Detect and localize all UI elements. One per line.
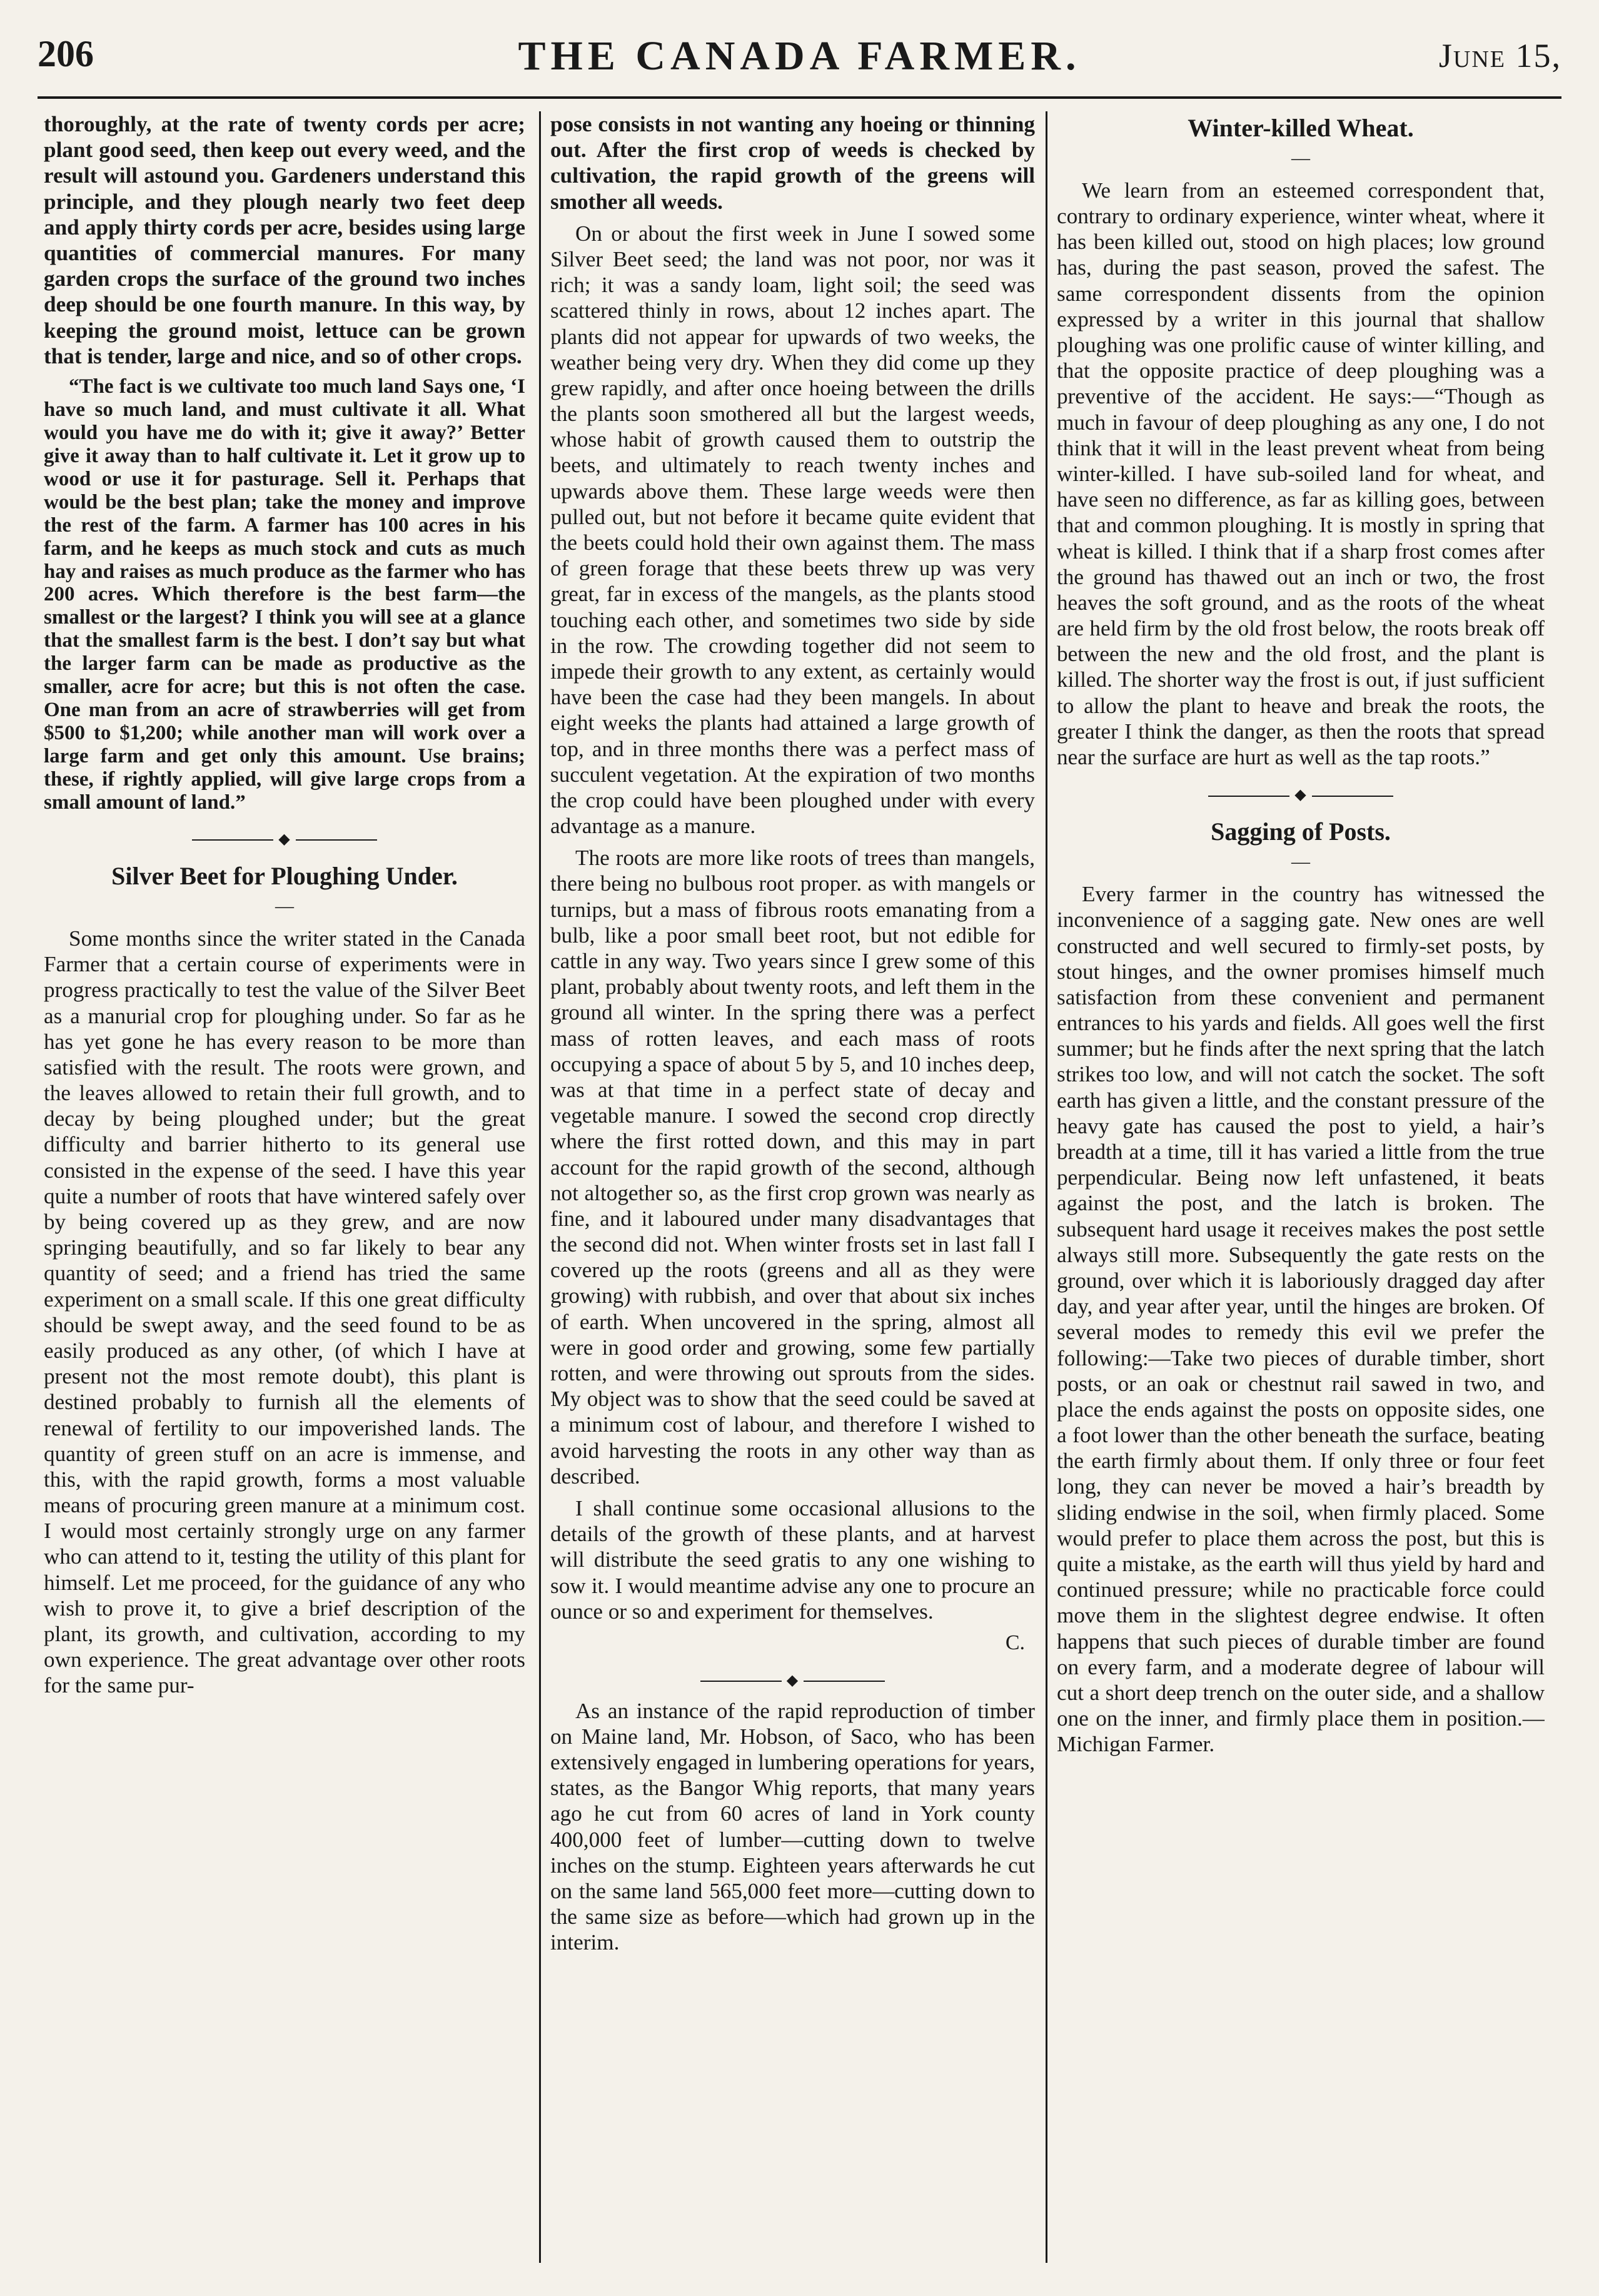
section-separator: ◆ bbox=[1057, 786, 1545, 804]
article-paragraph: I shall continue some occasional allusions to the details of the growth of these plants, and at harvest will distribute the seed gratis to any one wishing to sow it. I would meantime advise any one to procure an ounce or so and experiment for themselves. bbox=[550, 1495, 1035, 1624]
column-divider bbox=[539, 111, 541, 2263]
heading-dash: — bbox=[275, 895, 294, 916]
article-paragraph: The roots are more like roots of trees than mangels, there being no bulbous root proper. as with mangels or turnips, but a mass of fibrous roots emanating from a bulb, like a poor small beet root, but not edible for cattle in any way. Two years since I grew some of this plant, probably about twenty roots, and left them in the ground all winter. In the spring there was a perfect mass of rotten leaves, and each mass of roots occupying a space of about 5 by 5, and 10 inches deep, was at that time in a perfect state of decay and vegetable manure. I sowed the second crop directly where the first rotted down, and this may in part account for the rapid growth of the second, although not altogether so, as the first crop grown was nearly as fine, and it laboured under many disadvantages that the second did not. When winter frosts set in last fall I covered up the roots (greens and all as they were growing) with rubbish, and over that about six inches of earth. When uncovered in the spring, almost all were in good order and growing, some few partially rotten, and were throwing out sprouts from the sides. My object was to show that the seed could be saved at a minimum cost of labour, and therefore I wished to avoid harvesting the roots in any other way than as described. bbox=[550, 846, 1035, 1489]
page-number: 206 bbox=[38, 33, 94, 74]
issue-date: June 15, bbox=[1438, 37, 1561, 74]
column-right bbox=[1057, 111, 1545, 2263]
masthead-bar bbox=[38, 33, 1561, 86]
article-paragraph: pose consists in not wanting any hoeing or thinning out. After the first crop of weeds is checked by cultivation, the rapid growth of the greens will smother all weeds. bbox=[550, 112, 1035, 214]
article-paragraph: We learn from an esteemed correspondent that, contrary to ordinary experience, winter wheat, where it has been killed out, stood on high places; low ground has, during the past season, proved the safest. The same correspondent dissents from the opinion expressed by a writer in this journal that shallow ploughing was one prolific cause of winter killing, and that the opposite practice of deep ploughing was a preventive of the accident. He says:—“Though as much in favour of deep ploughing as any one, I do not think that it will in the least prevent wheat from being winter-killed. I have sub-soiled land for wheat, and have seen no difference, as far as killing goes, between that and common ploughing. It is mostly in spring that wheat is killed. I think that if a sharp frost comes after the ground has thawed out an inch or two, the frost heaves the soft ground, and as the roots of the wheat are held firm by the old frost below, the roots break off between the new and the old frost, and the plant is killed. The shorter way the frost is out, if just sufficient to allow the plant to heave and break the roots, the greater I think the danger, as then the roots that spread near the surface are hurt as well as the tap roots.” bbox=[1057, 178, 1545, 770]
heading-dash: — bbox=[1291, 147, 1310, 168]
author-signature: C. bbox=[1005, 1631, 1025, 1654]
article-paragraph: As an instance of the rapid reproduction of timber on Maine land, Mr. Hobson, of Saco, who has been extensively engaged in lumbering operations for years, states, as the Bangor Whig reports, that many years ago he cut from 60 acres of land in York county 400,000 feet of lumber—cutting down to twelve inches on the stump. Eighteen years afterwards he cut on the same land 565,000 feet more—cutting down to the same size as before—which had grown up in the interim. bbox=[550, 1698, 1035, 1955]
article-paragraph: “The fact is we cultivate too much land Says one, ‘I have so much land, and must cultivate it all. What would you have me do with it; give it away?’ Better give it away than to half cultivate it. Let it grow up to wood or use it for pasturage. Sell it. Perhaps that would be the best plan; take the money and improve the rest of the farm. A farmer has 100 acres in his farm, and he keeps as much stock and cuts as much hay and raises as much produce as the farmer who has 200 acres. Which therefore is the best farm—the smallest or the largest? I think you will see at a glance that the smallest farm is the best. I don’t say but what the larger farm can be made as productive as the smaller, acre for acre; but this is not often the case. One man from an acre of strawberries will get from $500 to $1,200; while another man will work over a large farm and get only this amount. Use brains; these, if rightly applied, will give large crops from a small amount of land.” bbox=[44, 375, 525, 814]
article-paragraph: Every farmer in the country has witnessed the inconvenience of a sagging gate. New ones are well constructed and well secured to firmly-set posts, by stout hinges, and the owner promises himself much satisfaction from these convenient and permanent entrances to his yards and fields. All goes well the first summer; but he finds after the next spring that the latch strikes too low, and will not catch the socket. The soft earth has given a little, and the constant pressure of the heavy gate has caused the post to yield, a hair’s breadth at a time, till it has varied a little from the true perpendicular. Being now left unfastened, it beats against the post, and the latch is broken. The subsequent hard usage it receives makes the post settle always still more. Subsequently the gate rests on the ground, over which it is laboriously dragged day after day, and year after year, until the hinges are broken. Of several modes to remedy this evil we prefer the following:—Take two pieces of durable timber, short posts, or an oak or chestnut rail sawed in two, and place the ends against the posts on opposite sides, one a foot lower than the other beneath the surface, beating the earth firmly about them. If only three or four feet long, they can never be moved a hair’s breadth by sliding endwise in the soil, when firmly placed. Some would prefer to place them across the post, but this is quite a mistake, as the earth will thus yield by hard and continued pressure; while no practicable force could move them in the slightest degree endwise. It often happens that such pieces of durable timber are found on every farm, and a moderate degree of labour will cut a short deep trench on the outer side, and a shallow one on the inner, and firmly place them in position.—Michigan Farmer. bbox=[1057, 882, 1545, 1757]
heading-dash: — bbox=[1291, 851, 1310, 872]
article-heading: Winter-killed Wheat. bbox=[1188, 114, 1414, 142]
column-left bbox=[44, 111, 525, 2263]
article-paragraph: On or about the first week in June I sowed some Silver Beet seed; the land was not poor, nor was it rich; it was a sandy loam, light soil; the seed was scattered thinly in rows, about 12 inches apart. The plants did not appear for upwards of two weeks, the weather being very dry. When they did come up they grew rapidly, and after once hoeing between the drills the plants soon smothered all but the largest weeds, whose habit of growth caused them to outstrip the beets, and ultimately to reach twenty inches and upwards above them. These large weeds were then pulled out, but not before it became quite evident that the beets could hold their own against them. The mass of green forage that these beets threw up was very great, far in excess of the mangels, as the plants stood touching each other, and sometimes two side by side in the row. The crowding together did not seem to impede their growth to any extent, as certainly would have been the case had they been mangels. In about eight weeks the plants had attained a large growth of top, and in three months there was a perfect mass of succulent vegetation. At the expiration of two months the crop could have been ploughed under with every advantage as a manure. bbox=[550, 221, 1035, 839]
article-heading: Silver Beet for Ploughing Under. bbox=[111, 862, 458, 891]
quoted-passage bbox=[44, 375, 525, 814]
section-separator: ◆ bbox=[550, 1672, 1035, 1689]
article-paragraph: thoroughly, at the rate of twenty cords per acre; plant good seed, then keep out every weed, and the result will astound you. Gardeners understand this principle, and they plough nearly two feet deep and apply thirty cords per acre, besides using large quantities of commercial manures. For many garden crops the surface of the ground two inches deep should be one fourth manure. In this way, by keeping the ground moist, lettuce can be grown that is tender, large and nice, and so of other crops. bbox=[44, 112, 525, 368]
article-heading: Sagging of Posts. bbox=[1211, 817, 1391, 846]
column-middle bbox=[550, 111, 1035, 2263]
section-separator: ◆ bbox=[44, 831, 525, 848]
column-divider bbox=[1046, 111, 1047, 2263]
article-paragraph: Some months since the writer stated in the Canada Farmer that a certain course of experiments were in progress practically to test the value of the Silver Beet as a manurial crop for ploughing under. So far as he has yet gone he has every reason to be more than satisfied with the result. The roots were grown, and the leaves allowed to retain their full growth, and to decay by being ploughed under; but the great difficulty and barrier hitherto to its general use consisted in the expense of the seed. I have this year quite a number of roots that have wintered safely over by being covered up as they grew, and are now springing beautifully, and so far likely to bear any quantity of seed; and a friend has tried the same experiment on a small scale. If this one great difficulty should be swept away, and the seed found to be as easily produced as any other, (of which I have at present not the most remote doubt), this plant is destined probably to furnish all the elements of renewal of fertility to our impoverished lands. The quantity of green stuff on an acre is immense, and this, with the rapid growth, forms a most valuable means of procuring green manure at a minimum cost. I would most certainly strongly urge on any farmer who can attend to it, testing the utility of this plant for himself. Let me proceed, for the guidance of any who wish to prove it, to give a brief description of the plant, its growth, and cultivation, according to my own experience. The great advantage over other roots for the same pur- bbox=[44, 926, 525, 1698]
masthead-title: THE CANADA FARMER. bbox=[518, 33, 1081, 79]
header-rule bbox=[38, 96, 1561, 99]
